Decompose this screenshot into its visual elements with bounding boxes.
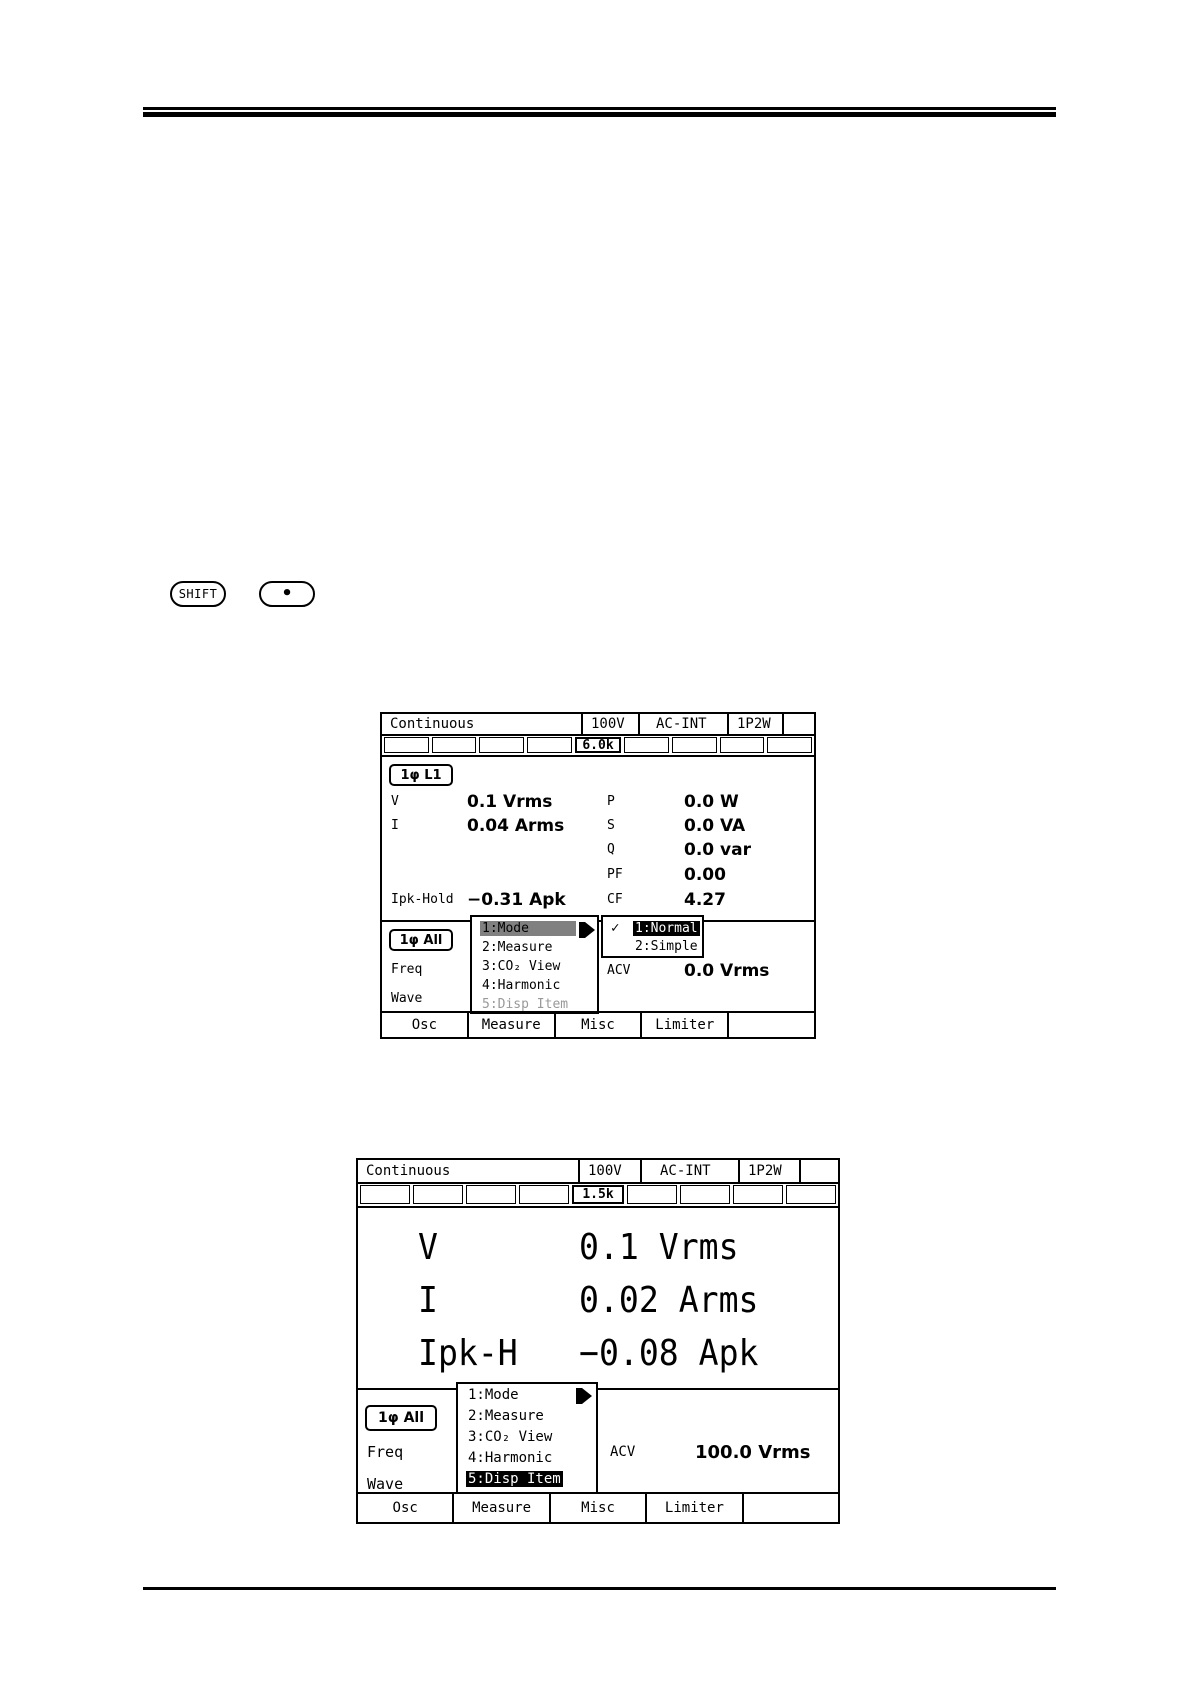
status-range: 100V — [583, 714, 640, 734]
range-bar — [360, 1185, 836, 1204]
status-range: 100V — [580, 1160, 642, 1182]
big-label: I — [418, 1280, 438, 1321]
measure-value: 0.0 var — [684, 840, 751, 860]
freq-label: Freq — [391, 962, 423, 977]
status-extra — [801, 1160, 838, 1182]
menu-item-measure[interactable]: 2:Measure — [468, 1408, 544, 1424]
measure-label: I — [391, 818, 399, 833]
softkey-osc[interactable]: Osc — [382, 1013, 469, 1037]
menu-item-co2-view[interactable]: 3:CO₂ View — [468, 1429, 553, 1445]
range-cell — [627, 1185, 677, 1204]
softkey-measure[interactable]: Measure — [454, 1494, 550, 1522]
menu-item-mode[interactable]: 1:Mode — [480, 921, 576, 936]
measure-label: Q — [607, 842, 615, 857]
menu-item-disp-item[interactable]: 5:Disp Item — [468, 1471, 561, 1487]
big-value: 0.1 Vrms — [579, 1227, 739, 1268]
measure-value: 0.04 Arms — [467, 816, 565, 836]
dot-key-icon: • — [259, 581, 315, 607]
status-mode: Continuous — [382, 714, 583, 734]
range-cell — [432, 737, 477, 753]
measure-value: 0.00 — [684, 865, 726, 885]
submenu-item-simple[interactable]: 2:Simple — [635, 939, 698, 954]
range-cell — [680, 1185, 730, 1204]
divider — [358, 1206, 838, 1208]
softkey-misc[interactable]: Misc — [551, 1494, 647, 1522]
status-bar — [358, 1160, 838, 1184]
range-cell — [466, 1185, 516, 1204]
status-source: AC-INT — [640, 714, 729, 734]
softkey-osc[interactable]: Osc — [358, 1494, 454, 1522]
settings-menu — [456, 1382, 598, 1494]
measure-value: 0.1 Vrms — [467, 792, 553, 812]
range-cell-active: 1.5k — [572, 1185, 624, 1204]
acv-label: ACV — [607, 963, 631, 978]
range-bar — [384, 737, 812, 753]
header-rule-thick — [143, 112, 1056, 117]
phase-badge: 1φ All — [389, 929, 453, 951]
measure-label: P — [607, 794, 615, 809]
softkey-bar — [358, 1492, 838, 1522]
submenu-arrow-icon — [585, 922, 595, 938]
status-wiring: 1P2W — [740, 1160, 801, 1182]
wave-label: Wave — [391, 991, 423, 1006]
submenu-item-normal[interactable]: 1:Normal — [635, 921, 698, 936]
phase-badge: 1φ L1 — [389, 764, 453, 786]
acv-label: ACV — [610, 1444, 636, 1460]
header-rule — [143, 107, 1056, 110]
lcd-screen-simple — [356, 1158, 840, 1524]
menu-item-co2-view[interactable]: 3:CO₂ View — [482, 959, 561, 974]
big-label: Ipk-H — [418, 1333, 518, 1374]
status-wiring: 1P2W — [729, 714, 784, 734]
softkey-empty[interactable] — [744, 1494, 838, 1522]
softkey-bar — [382, 1011, 814, 1037]
softkey-limiter[interactable]: Limiter — [647, 1494, 743, 1522]
status-mode: Continuous — [358, 1160, 580, 1182]
status-bar — [382, 714, 814, 736]
softkey-measure[interactable]: Measure — [469, 1013, 556, 1037]
big-value: 0.02 Arms — [579, 1280, 759, 1321]
range-cell — [360, 1185, 410, 1204]
status-extra — [784, 714, 814, 734]
range-cell — [767, 737, 812, 753]
range-cell — [720, 737, 765, 753]
menu-item-measure[interactable]: 2:Measure — [482, 940, 553, 955]
measure-value: 0.0 VA — [684, 816, 746, 836]
settings-menu — [470, 915, 599, 1014]
range-cell-active: 6.0k — [575, 737, 622, 753]
freq-label: Freq — [367, 1443, 404, 1461]
range-cell — [624, 737, 669, 753]
measure-label: PF — [607, 867, 623, 882]
measure-label: CF — [607, 892, 623, 907]
divider — [358, 1388, 838, 1390]
measure-label: V — [391, 794, 399, 809]
check-icon: ✓ — [611, 920, 620, 936]
divider — [382, 755, 814, 757]
range-cell — [672, 737, 717, 753]
range-cell — [786, 1185, 836, 1204]
range-cell — [519, 1185, 569, 1204]
status-source: AC-INT — [642, 1160, 740, 1182]
shift-key-icon: SHIFT — [170, 581, 226, 607]
softkey-limiter[interactable]: Limiter — [642, 1013, 729, 1037]
menu-item-harmonic[interactable]: 4:Harmonic — [482, 978, 561, 993]
measure-value: 0.0 W — [684, 792, 739, 812]
range-cell — [479, 737, 524, 753]
range-cell — [413, 1185, 463, 1204]
measure-value: −0.31 Apk — [467, 890, 566, 910]
softkey-misc[interactable]: Misc — [556, 1013, 643, 1037]
acv-value: 0.0 Vrms — [684, 961, 770, 981]
phase-badge: 1φ All — [365, 1405, 437, 1431]
measure-label: Ipk-Hold — [391, 892, 454, 907]
menu-item-disp-item[interactable]: 5:Disp Item — [482, 997, 569, 1012]
menu-item-harmonic[interactable]: 4:Harmonic — [468, 1450, 553, 1466]
range-cell — [384, 737, 429, 753]
footer-rule — [143, 1587, 1056, 1590]
measure-label: S — [607, 818, 615, 833]
softkey-empty[interactable] — [729, 1013, 814, 1037]
menu-item-mode[interactable]: 1:Mode — [468, 1387, 519, 1403]
big-label: V — [418, 1227, 438, 1268]
big-value: −0.08 Apk — [579, 1333, 759, 1374]
wave-label: Wave — [367, 1475, 404, 1493]
lcd-screen-normal — [380, 712, 816, 1039]
submenu-arrow-icon — [582, 1388, 592, 1404]
mode-submenu — [601, 915, 704, 958]
range-cell — [733, 1185, 783, 1204]
range-cell — [527, 737, 572, 753]
acv-value: 100.0 Vrms — [695, 1442, 811, 1463]
measure-value: 4.27 — [684, 890, 726, 910]
